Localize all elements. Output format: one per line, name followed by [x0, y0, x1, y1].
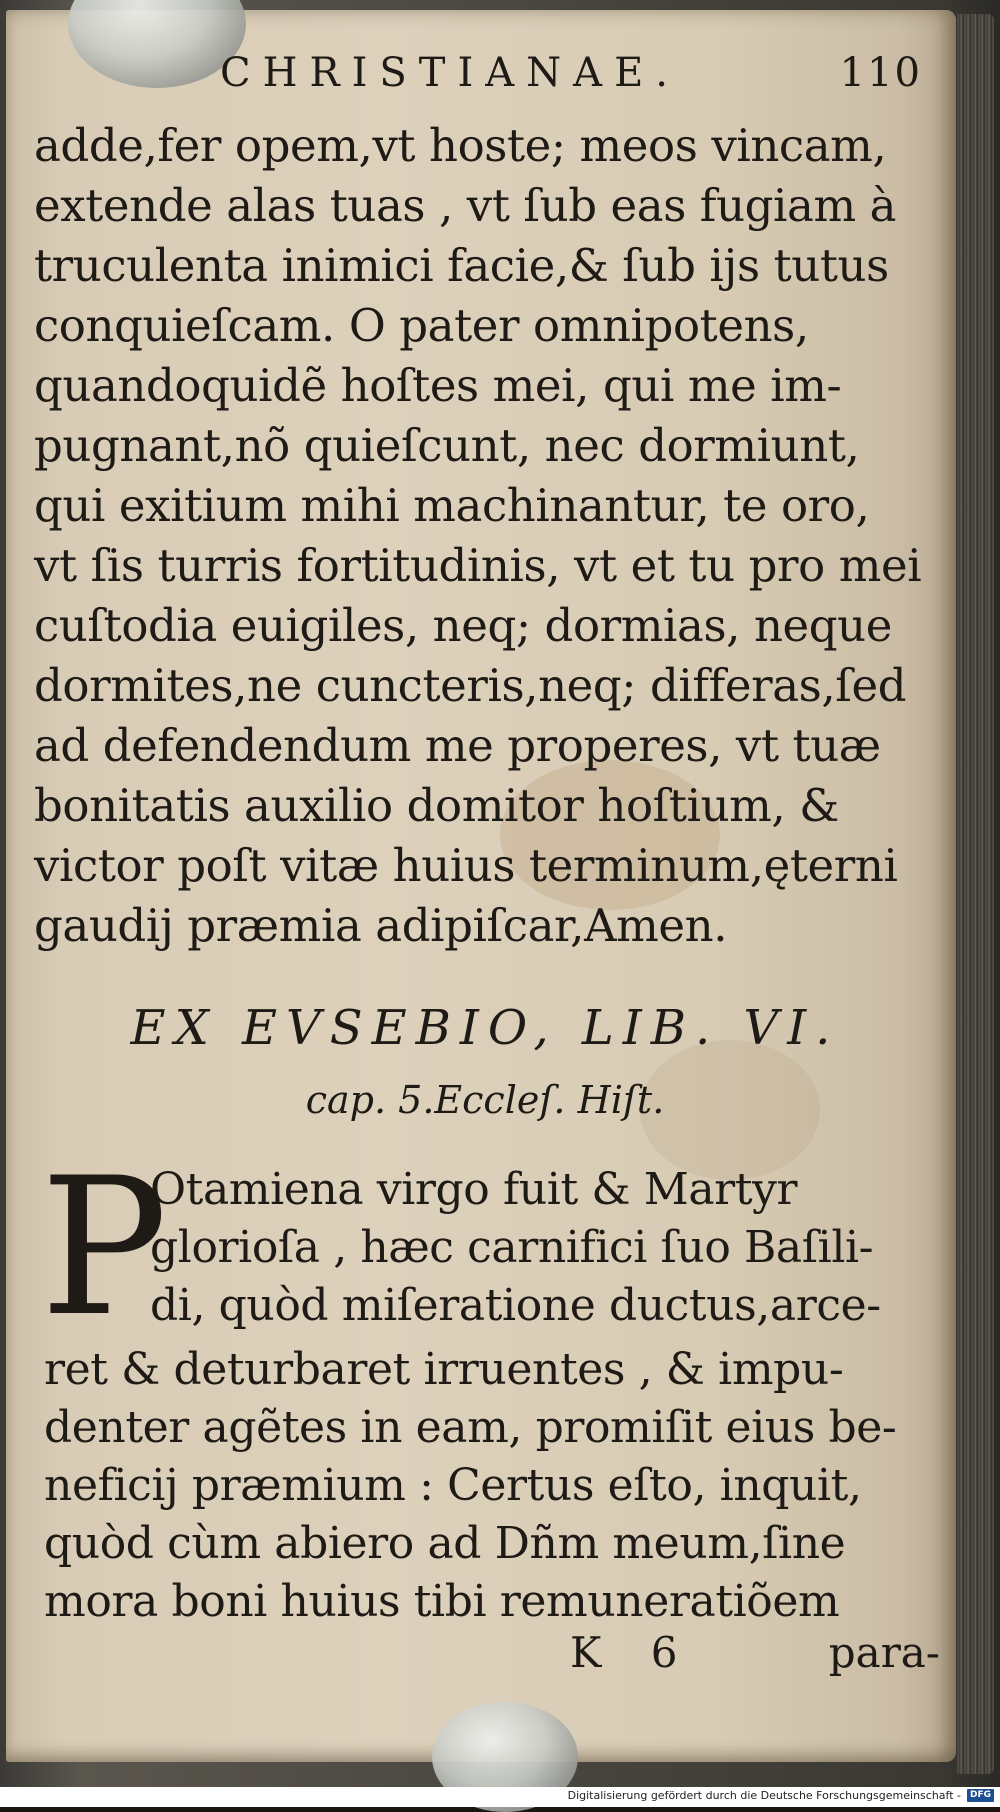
- text-line: quòd cùm abiero ad Dñm meum,ſine: [44, 1518, 846, 1569]
- text-line: di, quòd miſeratione ductus,arce-: [150, 1280, 881, 1331]
- text-line: ad defendendum me properes, vt tuæ: [34, 719, 881, 772]
- story-text: [44, 1341, 944, 1631]
- page-edges: [956, 14, 994, 1774]
- text-line: victor poſt vitæ huius terminum,ęterni: [34, 839, 898, 892]
- text-line: conquieſcam. O pater omnipotens,: [34, 299, 809, 352]
- text-line: dormites,ne cuncteris,neq; differas,ſed: [34, 659, 907, 712]
- text-line: Otamiena virgo fuit & Martyr: [150, 1164, 798, 1215]
- digitization-credit: [568, 1789, 994, 1802]
- running-title: CHRISTIANAE.: [220, 50, 680, 96]
- text-line: cuſtodia euigiles, neq; dormias, neque: [34, 599, 892, 652]
- text-line: ret & deturbaret irruentes , & impu-: [44, 1344, 844, 1395]
- text-line: pugnant,nõ quieſcunt, nec dormiunt,: [34, 419, 860, 472]
- text-line: qui exitium mihi machinantur, te oro,: [34, 479, 870, 532]
- prayer-text: [34, 116, 934, 956]
- text-line: bonitatis auxilio domitor hoſtium, &: [34, 779, 839, 832]
- text-line: gaudij præmia adipiſcar,Amen.: [34, 899, 728, 952]
- section-heading: EX EVSEBIO, LIB. VI.: [130, 1000, 840, 1056]
- text-line: neficij præmium : Certus eſto, inquit,: [44, 1460, 862, 1511]
- dfg-logo: DFG: [967, 1789, 994, 1802]
- catchword: para-: [828, 1628, 940, 1677]
- text-line: denter agẽtes in eam, promiſit eius be-: [44, 1402, 897, 1453]
- text-line: vt ſis turris fortitudinis, vt et tu pro mei: [34, 539, 922, 592]
- drop-cap: P: [40, 1137, 168, 1358]
- credit-text: Digitalisierung gefördert durch die Deutsche Forschungsgemeinschaft -: [567, 1789, 961, 1802]
- text-line: adde,fer opem,vt hoste; meos vincam,: [34, 119, 887, 172]
- page-number: 110: [839, 50, 922, 96]
- signature-mark: K 6: [570, 1628, 696, 1677]
- story-text-indented: [150, 1161, 950, 1335]
- page-header: [60, 50, 930, 110]
- text-line: glorioſa , hæc carnifici ſuo Baſili-: [150, 1222, 874, 1273]
- text-line: mora boni huius tibi remuneratiõem: [44, 1576, 840, 1627]
- text-line: quandoquidẽ hoſtes mei, qui me im-: [34, 359, 842, 412]
- section-subheading: cap. 5.Eccleſ. Hiſt.: [305, 1078, 665, 1122]
- text-line: extende alas tuas , vt ſub eas fugiam à: [34, 179, 897, 232]
- page-footer-line: [40, 1628, 940, 1688]
- text-line: truculenta inimici facie,& ſub ijs tutus: [34, 239, 889, 292]
